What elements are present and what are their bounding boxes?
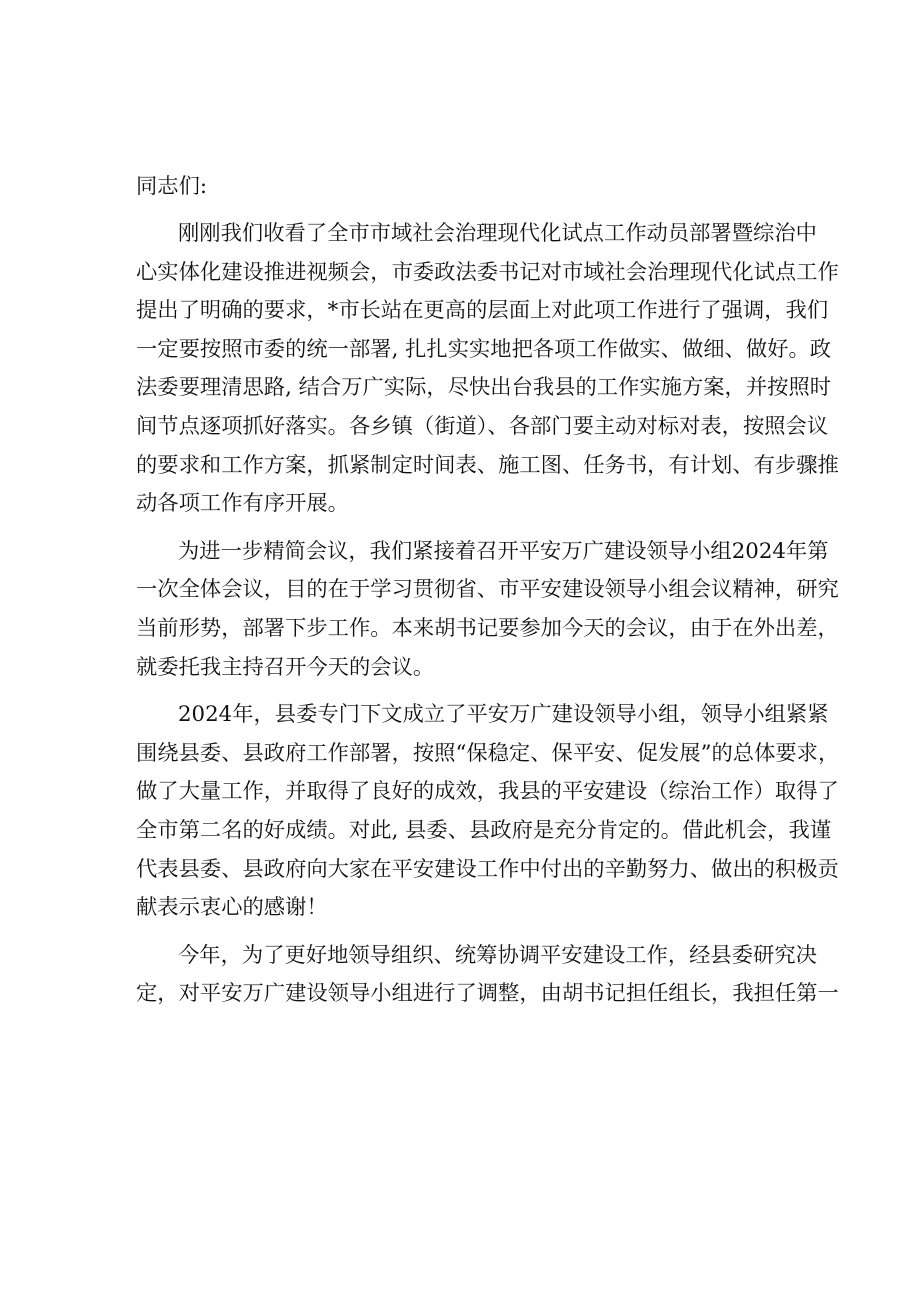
- salutation: 同志们:: [136, 174, 208, 199]
- text-line: 当前形势，部署下步工作。本来胡书记要参加今天的会议，由于在外出差，: [136, 615, 839, 641]
- text-line: 献表示衷心的感谢！: [136, 895, 328, 921]
- text-line: 就委托我主持召开今天的会议。: [136, 654, 435, 680]
- text-line: 提出了明确的要求，*市长站在更高的层面上对此项工作进行了强调，我们: [136, 298, 829, 324]
- text-line: 的要求和工作方案，抓紧制定时间表、施工图、任务书，有计划、有步骤推: [136, 452, 839, 478]
- text-line: 法委要理清思路, 结合万广实际，尽快出台我县的工作实施方案，并按照时: [136, 375, 832, 401]
- paragraph-1: [136, 215, 839, 524]
- text-line: 代表县委、县政府向大家在平安建设工作中付出的辛勤努力、做出的积极贡: [136, 856, 839, 882]
- text-line: 一定要按照市委的统一部署, 扎扎实实地把各项工作做实、做细、做好。政: [136, 336, 832, 362]
- text-line: 为进一步精简会议，我们紧接着召开平安万广建设领导小组2024年第: [178, 538, 829, 564]
- text-line: 2024年，县委专门下文成立了平安万广建设领导小组，领导小组紧紧: [178, 702, 829, 728]
- text-line: 动各项工作有序开展。: [136, 491, 349, 517]
- text-line: 做了大量工作，并取得了良好的成效，我县的平安建设（综治工作）取得了: [136, 779, 839, 805]
- text-line: 今年，为了更好地领导组织、统筹协调平安建设工作，经县委研究决: [178, 942, 817, 968]
- paragraph-4: [136, 937, 839, 1014]
- text-line: 心实体化建设推进视频会，市委政法委书记对市域社会治理现代化试点工作: [136, 259, 839, 285]
- speech-text: [136, 168, 840, 1023]
- text-line: 全市第二名的好成绩。对此, 县委、县政府是充分肯定的。借此机会，我谨: [136, 817, 832, 843]
- text-line: 一次全体会议，目的在于学习贯彻省、市平安建设领导小组会议精神，研究: [136, 577, 839, 603]
- text-line: 刚刚我们收看了全市市域社会治理现代化试点工作动员部署暨综治中: [178, 221, 817, 246]
- text-line: 围绕县委、县政府工作部署，按照“保稳定、保平安、促发展”的总体要求，: [136, 740, 840, 766]
- text-line: 间节点逐项抓好落实。各乡镇（街道）、各部门要主动对标对表，按照会议: [136, 413, 829, 439]
- text-line: 定，对平安万广建设领导小组进行了调整，由胡书记担任组长，我担任第一: [136, 981, 839, 1007]
- paragraph-2: [136, 533, 839, 687]
- paragraph-3: [136, 696, 840, 928]
